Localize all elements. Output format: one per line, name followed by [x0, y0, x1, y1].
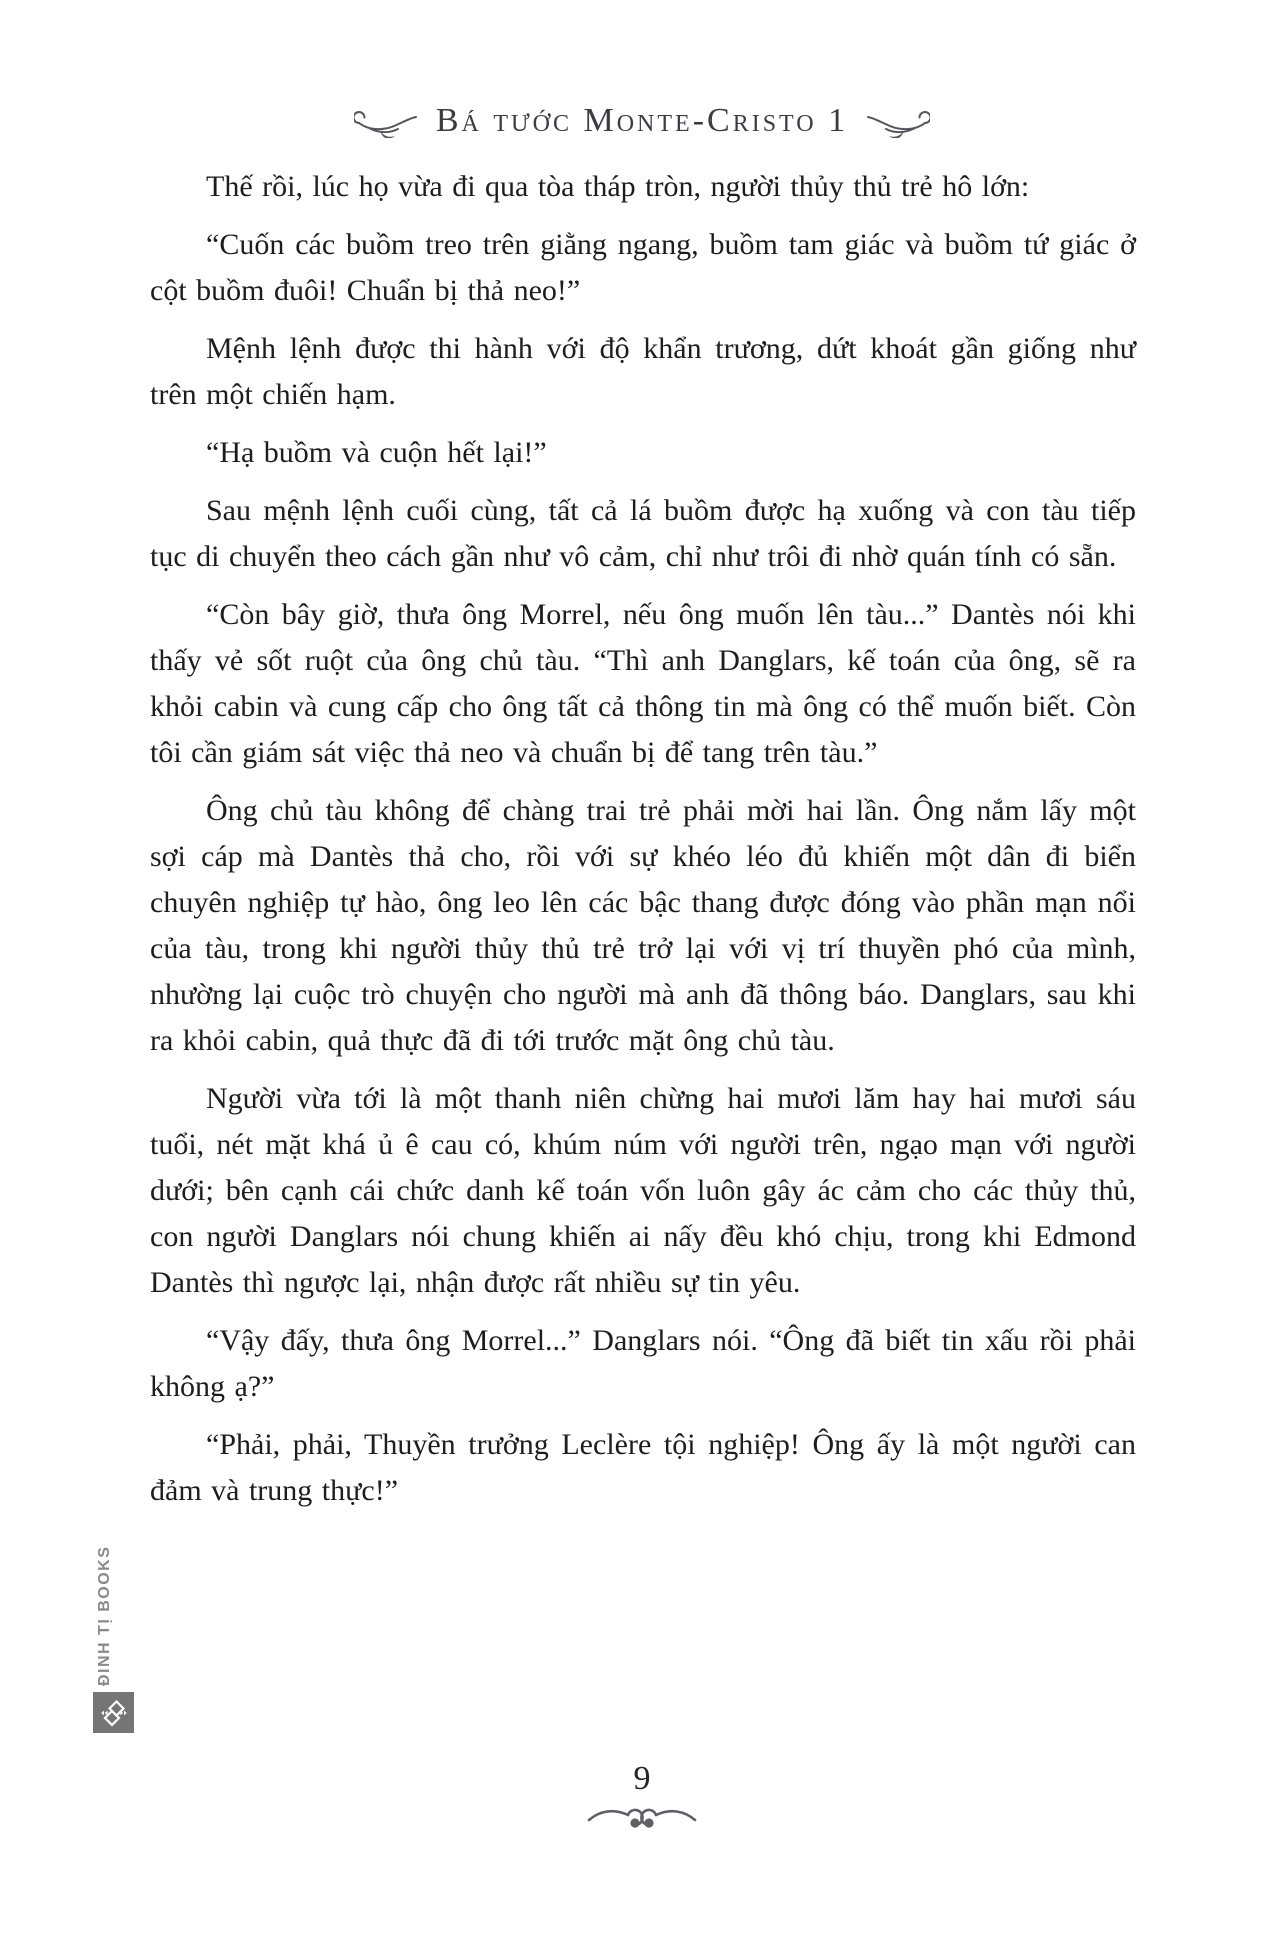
- running-head: [0, 102, 1284, 140]
- paragraph: Ông chủ tàu không để chàng trai trẻ phải mời hai lần. Ông nắm lấy một sợi cáp mà Dantès thả cho, rồi với sự khéo léo đủ khiến một dân đi biển chuyên nghiệp tự hào, ông leo lên các bậc thang được đóng vào phần mạn nổi của tàu, trong khi người thủy thủ trẻ trở lại với vị trí thuyền phó của mình, nhường lại cuộc trò chuyện cho người mà anh đã thông báo. Danglars, sau khi ra khỏi cabin, quả thực đã đi tới trước mặt ông chủ tàu.: [150, 794, 1136, 1057]
- footer-flourish-icon: [0, 1802, 1284, 1838]
- paragraph: “Vậy đấy, thưa ông Morrel...” Danglars nói. “Ông đã biết tin xấu rồi phải không ạ?”: [150, 1324, 1136, 1403]
- paragraph: Người vừa tới là một thanh niên chừng hai mươi lăm hay hai mươi sáu tuổi, nét mặt khá ủ ê cau có, khúm núm với người trên, ngạo mạn với người dưới; bên cạnh cái chức danh kế toán vốn luôn gây ác cảm cho các thủy thủ, con người Danglars nói chung khiến ai nấy đều khó chịu, trong khi Edmond Dantès thì ngược lại, nhận được rất nhiều sự tin yêu.: [150, 1082, 1136, 1299]
- paragraph: Sau mệnh lệnh cuối cùng, tất cả lá buồm được hạ xuống và con tàu tiếp tục di chuyển theo cách gần như vô cảm, chỉ như trôi đi nhờ quán tính có sẵn.: [150, 494, 1136, 573]
- publisher-vertical-label: ĐINH TỊ BOOKS: [96, 1545, 113, 1686]
- paragraph: “Cuốn các buồm treo trên giằng ngang, buồm tam giác và buồm tứ giác ở cột buồm đuôi! Chuẩn bị thả neo!”: [150, 228, 1136, 307]
- page-number: 9: [633, 1760, 651, 1797]
- paragraph: “Hạ buồm và cuộn hết lại!”: [206, 436, 547, 469]
- running-head-title: Bá tước Monte-Cristo 1: [435, 102, 849, 139]
- paragraph: Thế rồi, lúc họ vừa đi qua tòa tháp tròn, người thủy thủ trẻ hô lớn:: [206, 170, 1030, 203]
- body-text: [150, 164, 1136, 1526]
- paragraph: “Còn bây giờ, thưa ông Morrel, nếu ông muốn lên tàu...” Dantès nói khi thấy vẻ sốt ruột của ông chủ tàu. “Thì anh Danglars, kế toán của ông, sẽ ra khỏi cabin và cung cấp cho ông tất cả thông tin mà ông có thể muốn biết. Còn tôi cần giám sát việc thả neo và chuẩn bị để tang trên tàu.”: [150, 598, 1136, 769]
- flourish-left-icon: [354, 104, 418, 138]
- paragraph: Mệnh lệnh được thi hành với độ khẩn trương, dứt khoát gần giống như trên một chiến hạm.: [150, 332, 1136, 411]
- publisher-logo: [93, 1692, 134, 1733]
- paragraph: “Phải, phải, Thuyền trưởng Leclère tội nghiệp! Ông ấy là một người can đảm và trung thực!”: [150, 1428, 1136, 1507]
- dinh-ti-diamond-logo-icon: [99, 1698, 129, 1728]
- flourish-right-icon: [866, 104, 930, 138]
